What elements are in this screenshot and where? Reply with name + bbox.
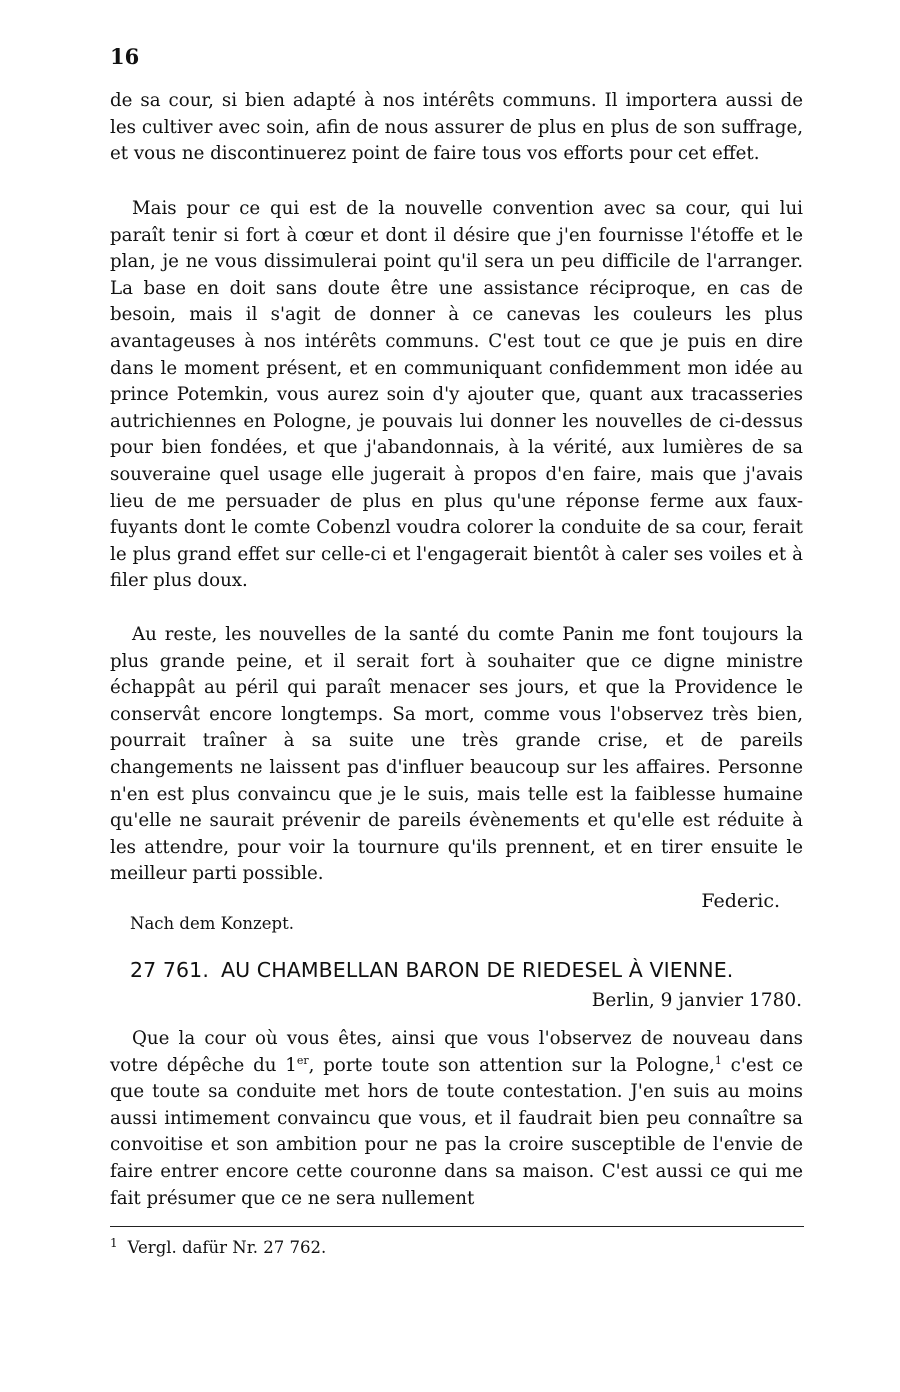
superscript-er: er [296,1053,309,1067]
paragraph-1-text: de sa cour, si bien adapté à nos intérêts communs. Il importera aussi de les cultiver avec soin, afin de nous assurer de plus en plus de son suffrage, et vous ne discontinuerez point de faire tous vos efforts pour cet effet. [110,90,803,165]
source-note: Nach dem Konzept. [130,914,294,933]
paragraph-4 [110,1026,803,1212]
footnote-text: Vergl. dafür Nr. 27 762. [127,1238,327,1257]
letter-title: AU CHAMBELLAN BARON DE RIEDESEL À VIENNE. [220,958,734,982]
dateline: Berlin, 9 janvier 1780. [591,990,802,1011]
paragraph-3 [110,622,803,888]
paragraph-2 [110,196,803,595]
paragraph-4-part-b: , porte toute son attention sur la Pologne, [308,1054,715,1076]
signature: Federic. [701,890,780,912]
letter-heading [130,958,810,982]
paragraph-1 [110,88,803,168]
footnote-divider [110,1226,804,1227]
footnote-reference: 1 [714,1053,722,1067]
paragraph-4-part-a: Que la cour où vous êtes, ainsi que vous l'observez de nouveau dans votre dépêche du 1 [110,1028,803,1076]
paragraph-3-text: Au reste, les nouvelles de la santé du comte Panin me font toujours la plus grande peine, et il serait fort à souhaiter que ce digne ministre échappât au péril qui paraît menacer ses jours, et que la Providence le conservât encore longtemps. Sa mort, comme vous l'observez très bien, pourrait traîner à sa suite une très grande crise, et de pareils changements ne laissent pas d'influer beaucoup sur les affaires. Personne n'en est plus convaincu que je le suis, mais telle est la faiblesse humaine qu'elle ne saurait prévenir de pareils évènements et qu'elle est réduite à les attendre, pour voir la tournure qu'ils prennent, et en tirer ensuite le meilleur parti possible. [110,624,803,885]
paragraph-4-text [110,1026,803,1212]
footnote-mark: 1 [110,1235,118,1250]
paragraph-4-part-c: c'est ce que toute sa conduite met hors de toute contestation. J'en suis au moins aussi intimement convaincu que vous, et il faudrait bien peu connaître sa convoitise et son ambition pour ne pas la croire susceptible de l'envie de faire entrer encore cette couronne dans sa maison. C'est aussi ce qui me fait présumer que ce ne sera nullement [110,1054,803,1209]
footnote [110,1235,327,1257]
paragraph-2-text: Mais pour ce qui est de la nouvelle convention avec sa cour, qui lui paraît tenir si fort à cœur et dont il désire que j'en fournisse l'étoffe et le plan, je ne vous dissimulerai point qu'il sera un peu difficile de l'arranger. La base en doit sans doute être une assistance réciproque, en cas de besoin, mais il s'agit de donner à ce canevas les couleurs les plus avantageuses à nos intérêts communs. C'est tout ce que je puis en dire dans le moment présent, et en communiquant confidemment mon idée au prince Potemkin, vous aurez soin d'y ajouter que, quant aux tracasseries autrichiennes en Pologne, je pouvais lui donner les nouvelles de ci-dessus pour bien fondées, et que j'abandonnais, à la vérité, aux lumières de sa souveraine quel usage elle jugerait à propos d'en faire, mais que j'avais lieu de me persuader de plus en plus qu'une réponse ferme aux faux-fuyants dont le comte Cobenzl voudra colorer la conduite de sa cour, ferait le plus grand effet sur celle-ci et l'engagerait bientôt à caler ses voiles et à filer plus doux. [110,198,803,592]
letter-number: 27 761. [130,958,209,982]
page-number: 16 [110,44,140,69]
